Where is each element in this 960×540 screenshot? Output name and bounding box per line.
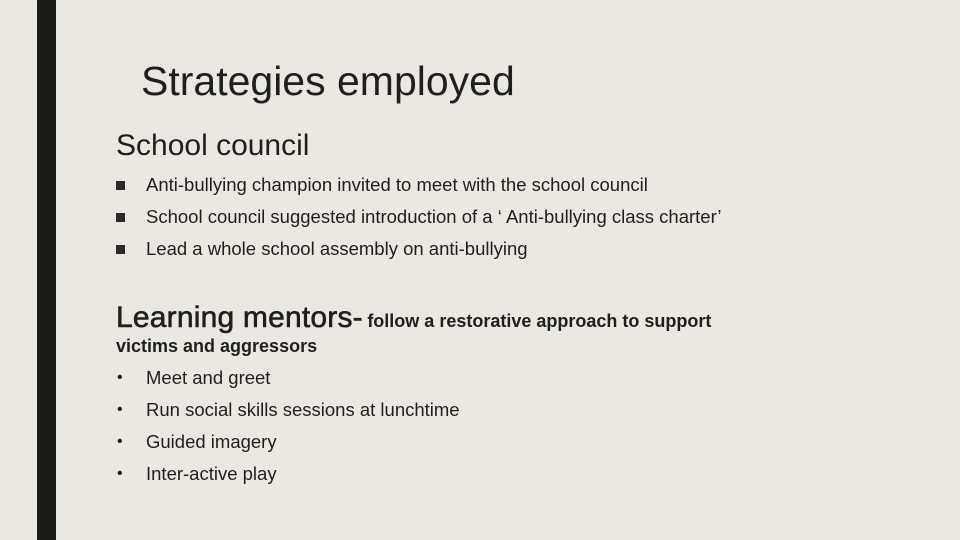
list-item-text: Meet and greet [146, 367, 271, 388]
learning-mentors-title-text: Learning mentors- [116, 301, 363, 334]
list-item-text: Run social skills sessions at lunchtime [146, 399, 460, 420]
list-item-text: School council suggested introduction of a ‘ Anti-bullying class charter’ [146, 206, 722, 227]
list-item-text: Guided imagery [146, 431, 277, 452]
square-bullet-icon [116, 213, 125, 222]
bullet-dot-icon: • [117, 401, 123, 418]
accent-bar [37, 0, 56, 540]
square-bullet-icon [116, 181, 125, 190]
learning-mentors-description: follow a restorative approach to support [367, 311, 712, 331]
bullet-dot-icon: • [117, 369, 123, 386]
section-heading-learning-mentors [116, 301, 876, 335]
list-item-text: Inter-active play [146, 463, 277, 484]
learning-mentors-title [116, 301, 363, 334]
bullet-dot-icon: • [117, 465, 123, 482]
list-item-text: Lead a whole school assembly on anti-bullying [146, 238, 528, 259]
list-item-text: Anti-bullying champion invited to meet with the school council [146, 174, 648, 195]
bullet-dot-icon: • [117, 433, 123, 450]
learning-mentors-description-cont: victims and aggressors [116, 336, 318, 356]
slide-title: Strategies employed [141, 58, 515, 104]
square-bullet-icon [116, 245, 125, 254]
section-heading-school-council: School council [116, 129, 310, 162]
